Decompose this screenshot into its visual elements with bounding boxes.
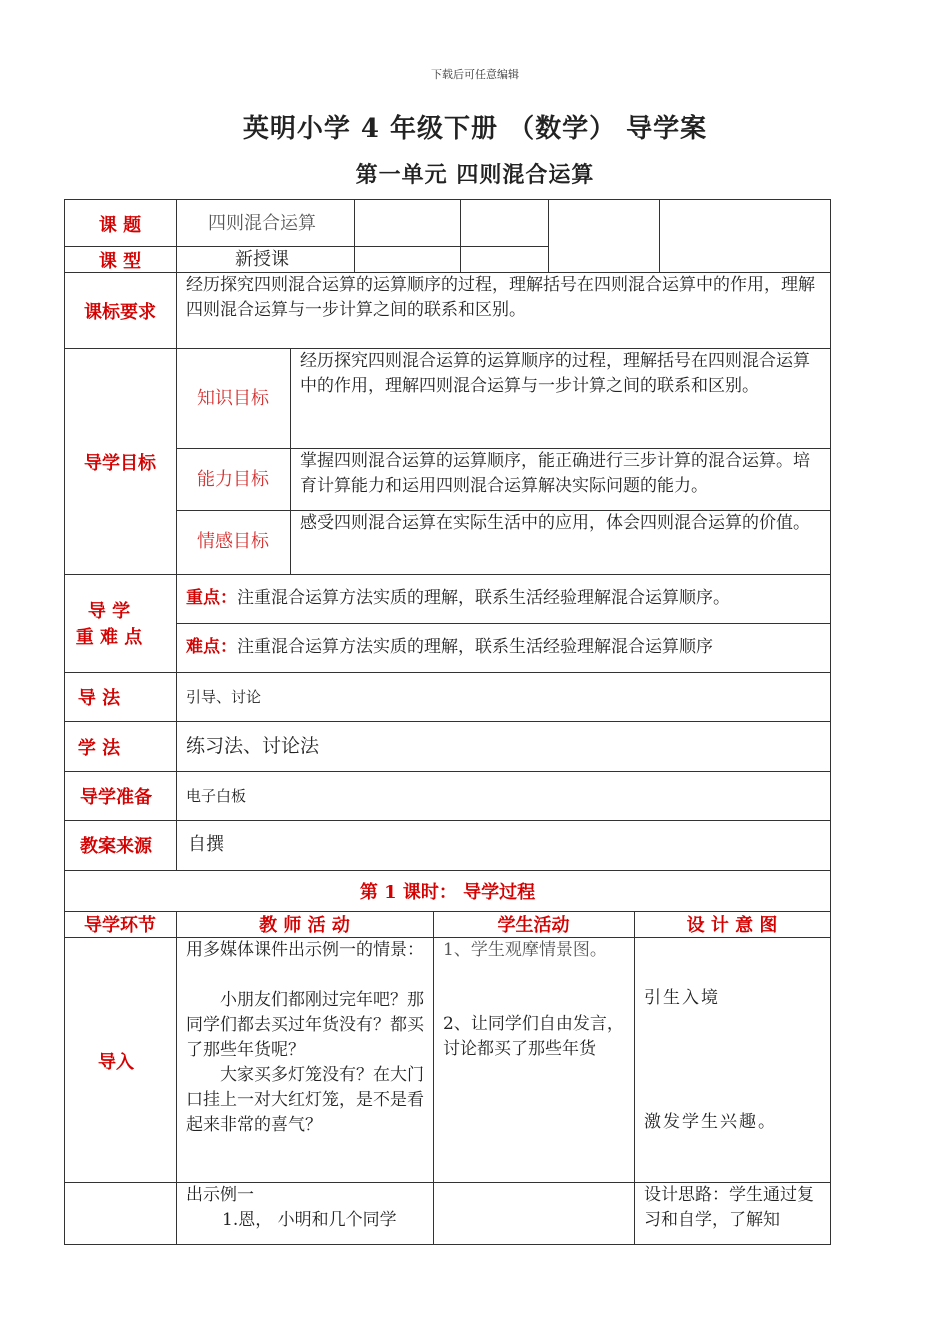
knowledge-text: 经历探究四则混合运算的运算顺序的过程，理解括号在四则混合运算中的作用，理解四则混合运算与一步计算之间的联系和区别。 bbox=[300, 351, 810, 396]
design-p1: 引生入境 bbox=[644, 988, 720, 1008]
intro-label: 导入 bbox=[98, 1052, 134, 1073]
process-title: 第 1 课时： 导学过程 bbox=[359, 882, 536, 903]
difficult-point bbox=[186, 635, 826, 660]
method-label: 导 法 bbox=[77, 688, 121, 709]
difficult-label: 难点： bbox=[186, 637, 237, 657]
source-value: 自撰 bbox=[188, 834, 224, 855]
type-label: 课 型 bbox=[98, 251, 142, 272]
topic-value: 四则混合运算 bbox=[208, 213, 316, 234]
difficult-text: 注重混合运算方法实质的理解，联系生活经验理解混合运算顺序 bbox=[237, 637, 713, 657]
key-point bbox=[186, 586, 826, 611]
header-stage: 导学环节 bbox=[84, 915, 156, 936]
key-point-label: 重点： bbox=[186, 588, 237, 608]
ability-text: 掌握四则混合运算的运算顺序，能正确进行三步计算的混合运算。培育计算能力和运用四则混合运算解决实际问题的能力。 bbox=[300, 451, 810, 496]
emotion-text: 感受四则混合运算在实际生活中的应用，体会四则混合运算的价值。 bbox=[300, 513, 810, 533]
key-label-line1: 导 学 bbox=[87, 601, 131, 622]
goals-label: 导学目标 bbox=[84, 453, 156, 474]
prep-label: 导学准备 bbox=[80, 787, 152, 808]
header-design: 设 计 意 图 bbox=[686, 915, 778, 936]
standard-text: 经历探究四则混合运算的运算顺序的过程，理解括号在四则混合运算中的作用，理解四则混合运算与一步计算之间的联系和区别。 bbox=[186, 275, 815, 320]
prep-value: 电子白板 bbox=[186, 787, 247, 805]
header-teacher: 教 师 活 动 bbox=[259, 915, 350, 936]
teacher-p2: 小朋友们都刚过完年吧？那同学们都去买过年货没有？都买了那些年货呢？ bbox=[186, 990, 424, 1060]
source-label: 教案来源 bbox=[80, 836, 152, 857]
teacher-p1: 用多媒体课件出示例一的情景： bbox=[186, 940, 424, 960]
design-p2: 激发学生兴趣。 bbox=[644, 1112, 777, 1132]
unit-subtitle: 第一单元 四则混合运算 bbox=[355, 162, 595, 188]
document-title: 英明小学 4 年级下册 （数学） 导学案 bbox=[242, 114, 708, 144]
download-note: 下载后可任意编辑 bbox=[431, 68, 519, 81]
teacher-p3: 大家买多灯笼没有？在大门口挂上一对大红灯笼，是不是看起来非常的喜气？ bbox=[186, 1065, 424, 1135]
ability-label: 能力目标 bbox=[197, 469, 269, 490]
key-label-line2: 重 难 点 bbox=[75, 627, 143, 648]
learn-label: 学 法 bbox=[77, 738, 121, 759]
student-p1: 1、学生观摩情景图。 bbox=[443, 940, 607, 960]
teacher-next-1: 出示例一 bbox=[186, 1185, 254, 1205]
standard-label: 课标要求 bbox=[84, 302, 156, 323]
design-next: 设计思路：学生通过复习和自学，了解知 bbox=[644, 1185, 814, 1230]
emotion-label: 情感目标 bbox=[197, 531, 269, 552]
knowledge-label: 知识目标 bbox=[197, 388, 269, 409]
header-student: 学生活动 bbox=[497, 915, 570, 936]
topic-label: 课 题 bbox=[98, 215, 142, 236]
student-p2: 2、让同学们自由发言，讨论都买了那些年货 bbox=[443, 1014, 624, 1059]
method-value: 引导、讨论 bbox=[186, 688, 262, 706]
teacher-next-2: 1.恩， 小明和几个同学 bbox=[222, 1210, 397, 1230]
type-value: 新授课 bbox=[235, 249, 289, 270]
key-point-text: 注重混合运算方法实质的理解，联系生活经验理解混合运算顺序。 bbox=[237, 588, 730, 608]
learn-value: 练习法、讨论法 bbox=[186, 735, 320, 757]
